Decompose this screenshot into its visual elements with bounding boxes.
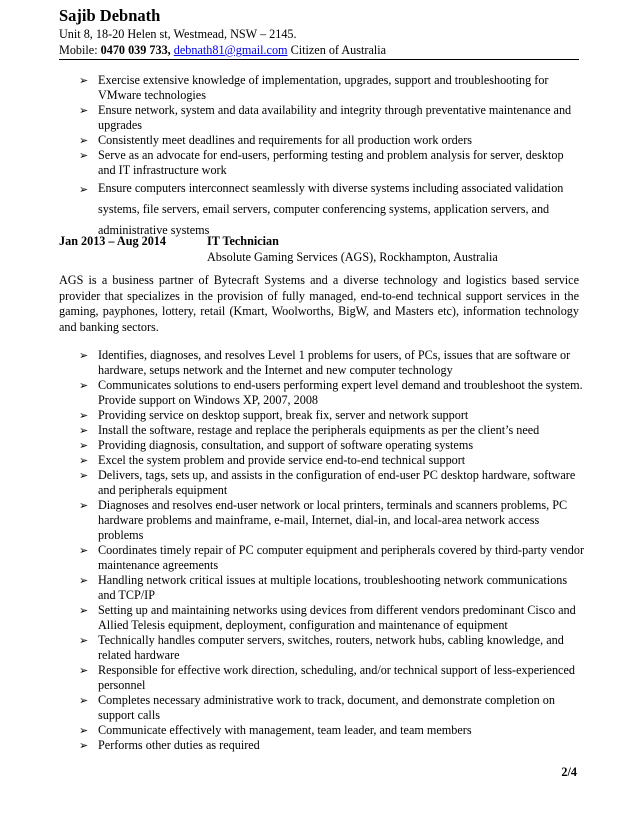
job-company: Absolute Gaming Services (AGS), Rockhampton, Australia — [207, 250, 498, 264]
page-number: 2/4 — [561, 765, 577, 779]
address-line: Unit 8, 18-20 Helen st, Westmead, NSW – 2145. — [59, 27, 297, 41]
list-item: ➢ Delivers, tags, sets up, and assists in the configuration of end-user PC desktop hardware, software and peripherals equipment — [79, 468, 584, 498]
candidate-name: Sajib Debnath — [59, 6, 161, 25]
list-item: ➢ Consistently meet deadlines and requirements for all production work orders — [79, 133, 584, 148]
mobile-label: Mobile: — [59, 43, 101, 57]
list-item: ➢ Handling network critical issues at multiple locations, troubleshooting network communications and TCP/IP — [79, 573, 584, 603]
contact-line — [59, 42, 579, 58]
citizenship: Citizen of Australia — [287, 43, 387, 57]
mobile-number: 0470 039 733 — [100, 43, 168, 57]
list-item: ➢ Technically handles computer servers, switches, routers, network hubs, cabling knowledge, and related hardware — [79, 633, 584, 663]
list-item: ➢ Serve as an advocate for end-users, performing testing and problem analysis for server, desktop and IT infrastructure work — [79, 148, 584, 178]
mobile-separator: , — [167, 43, 171, 57]
job-title: IT Technician — [207, 234, 279, 248]
list-item: ➢ Communicate effectively with management, team leader, and team members — [79, 723, 584, 738]
job-dates: Jan 2013 – Aug 2014 — [59, 234, 166, 248]
list-item: ➢ Providing service on desktop support, break fix, server and network support — [79, 408, 584, 423]
list-item: ➢ Providing diagnosis, consultation, and support of software operating systems — [79, 438, 584, 453]
list-item: ➢ Performs other duties as required — [79, 738, 584, 753]
list-item: ➢ Install the software, restage and replace the peripherals equipments as per the client’s need — [79, 423, 584, 438]
list-item: ➢ Identifies, diagnoses, and resolves Level 1 problems for users, of PCs, issues that are software or hardware, setups network and the Internet and new computer technology — [79, 348, 584, 378]
responsibilities-list-it-technician — [79, 348, 584, 753]
responsibilities-list-previous — [79, 73, 584, 241]
email-link[interactable]: debnath81@gmail.com — [173, 43, 288, 57]
list-item: ➢ Diagnoses and resolves end-user network or local printers, terminals and scanners problems, PC hardware problems and mainframe, e-mail, Internet, dial-in, and local-area network access problems — [79, 498, 584, 543]
list-item: ➢ Coordinates timely repair of PC computer equipment and peripherals covered by third-party vendor maintenance agreements — [79, 543, 584, 573]
list-item: ➢ Setting up and maintaining networks using devices from different vendors predominant Cisco and Allied Telesis equipment, deployment, configuration and maintenance of equipment — [79, 603, 584, 633]
list-item: ➢ Completes necessary administrative work to track, document, and demonstrate completion on support calls — [79, 693, 584, 723]
list-item: ➢ Communicates solutions to end-users performing expert level demand and troubleshoot the system. Provide support on Windows XP, 2007, 2008 — [79, 378, 584, 408]
header-divider — [59, 59, 579, 60]
list-item: ➢ Ensure computers interconnect seamlessly with diverse systems including associated validation systems, file servers, email servers, computer conferencing systems, application servers, and administrative systems — [79, 178, 584, 241]
resume-header — [59, 6, 579, 58]
list-item: ➢ Ensure network, system and data availability and integrity through preventative maintenance and upgrades — [79, 103, 584, 133]
list-item: ➢ Excel the system problem and provide service end-to-end technical support — [79, 453, 584, 468]
list-item: ➢ Responsible for effective work direction, scheduling, and/or technical support of less-experienced personnel — [79, 663, 584, 693]
company-description: AGS is a business partner of Bytecraft Systems and a diverse technology and logistics based service provider that specializes in the provision of fully managed, end-to-end technical support services in the gaming, payphones, lottery, retail (Kmart, Woolworths, BigW, and Masters etc), information technology and banking sectors. — [59, 273, 579, 334]
list-item: ➢ Exercise extensive knowledge of implementation, upgrades, support and troubleshooting for VMware technologies — [79, 73, 584, 103]
